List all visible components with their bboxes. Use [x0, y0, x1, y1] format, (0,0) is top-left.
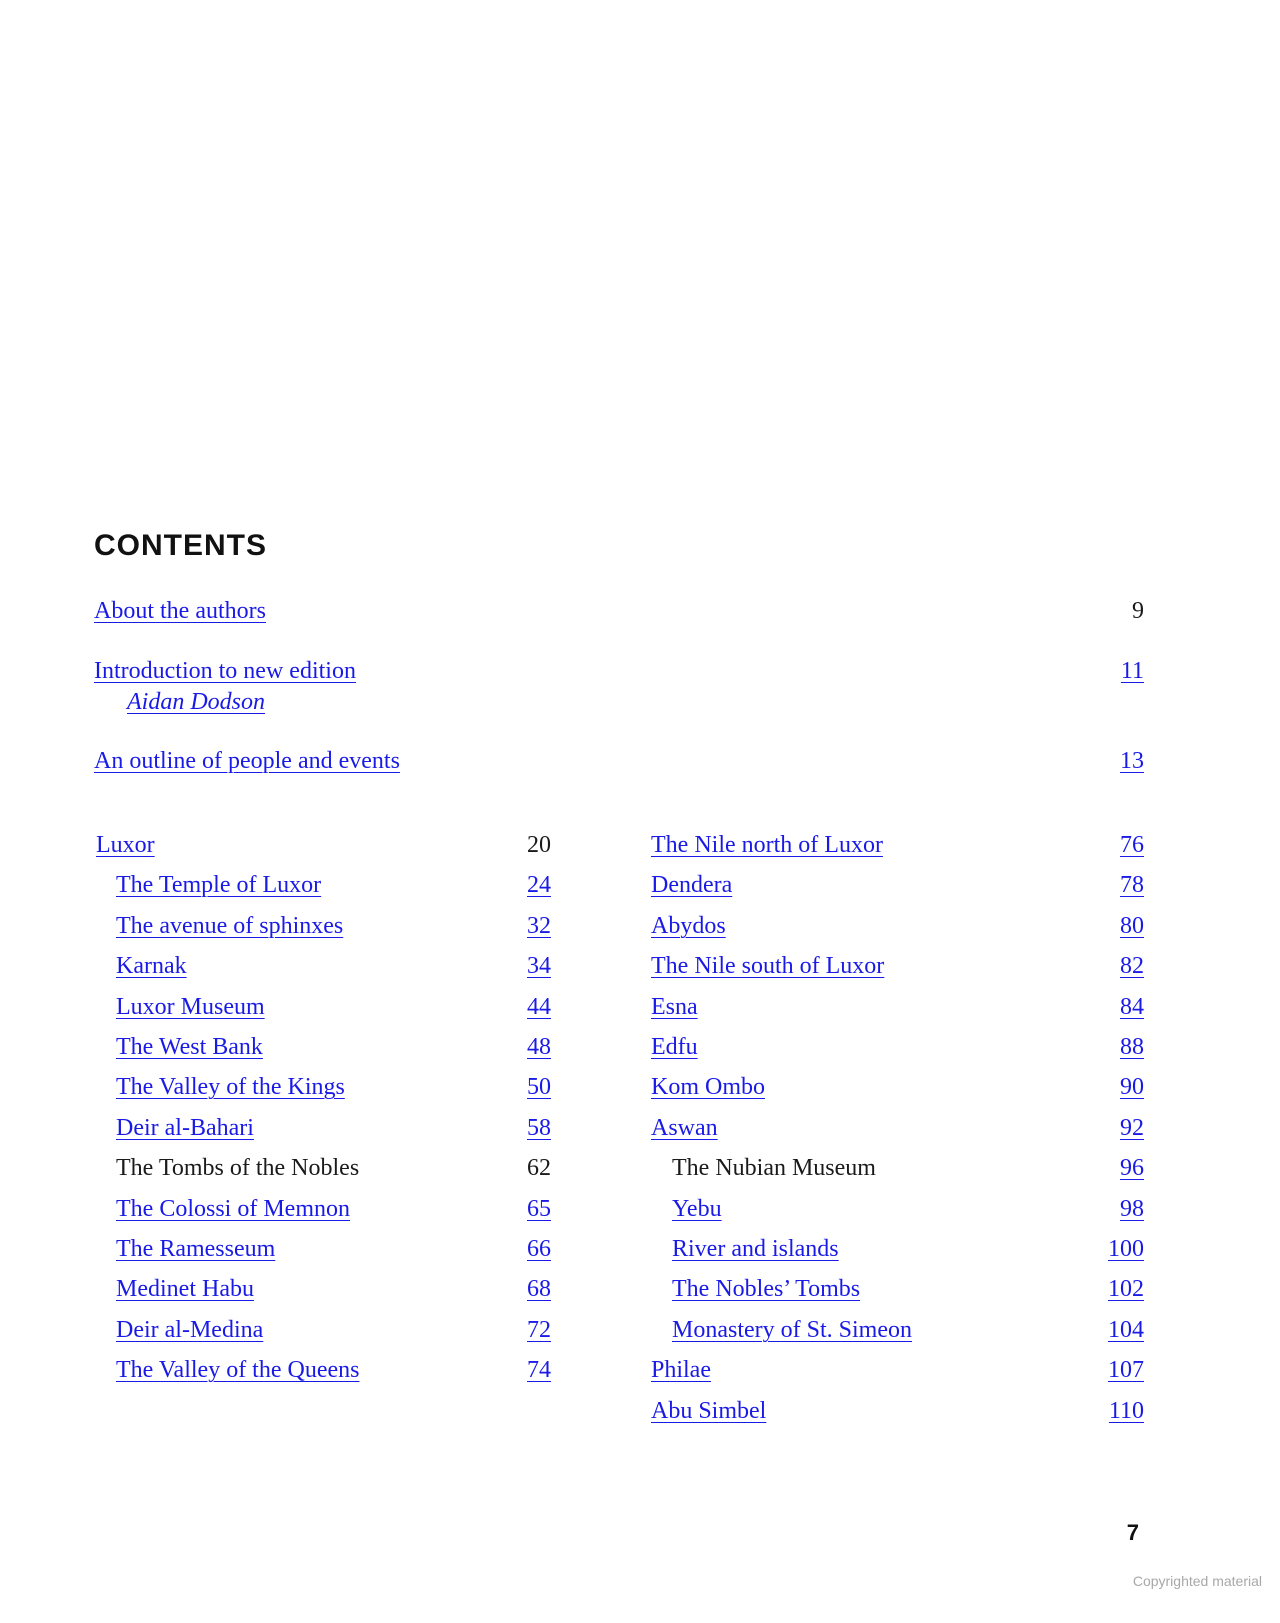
toc-entry-text[interactable]: Luxor	[96, 832, 155, 858]
toc-page-number[interactable]	[491, 1113, 551, 1143]
toc-entry-text[interactable]: Luxor Museum	[116, 994, 265, 1020]
toc-entry[interactable]	[116, 1234, 275, 1264]
contents-heading: CONTENTS	[94, 529, 267, 562]
toc-entry-text[interactable]: Esna	[651, 994, 698, 1020]
toc-page-number[interactable]	[491, 1032, 551, 1062]
toc-entry-text: The Nubian Museum	[672, 1155, 876, 1181]
toc-page-number-text[interactable]: 11	[1120, 658, 1144, 684]
toc-author[interactable]	[127, 687, 265, 717]
toc-page-number-text[interactable]: 102	[1108, 1276, 1144, 1302]
toc-entry[interactable]	[651, 830, 883, 860]
toc-page-number-text[interactable]: 72	[527, 1317, 551, 1343]
toc-entry	[672, 1153, 876, 1183]
toc-entry-text[interactable]: Deir al-Medina	[116, 1317, 264, 1343]
toc-page-number[interactable]	[491, 1355, 551, 1385]
toc-entry[interactable]	[116, 1194, 350, 1224]
toc-entry[interactable]	[116, 870, 321, 900]
toc-entry-text[interactable]: The Valley of the Queens	[116, 1357, 360, 1383]
toc-entry[interactable]	[672, 1274, 860, 1304]
toc-entry	[116, 1153, 359, 1183]
toc-page-number-text: 9	[1132, 598, 1144, 624]
toc-page-number	[491, 1153, 551, 1183]
toc-page-number[interactable]	[491, 911, 551, 941]
toc-page-number-text[interactable]: 82	[1120, 953, 1144, 979]
toc-page-number[interactable]	[1084, 1315, 1144, 1345]
toc-entry[interactable]	[116, 1113, 254, 1143]
toc-entry[interactable]	[116, 911, 343, 941]
toc-entry[interactable]	[651, 911, 726, 941]
toc-entry-text[interactable]: The avenue of sphinxes	[116, 913, 344, 939]
toc-entry[interactable]	[116, 1032, 263, 1062]
toc-page-number[interactable]	[1084, 1396, 1144, 1426]
toc-page-number[interactable]	[1084, 1355, 1144, 1385]
toc-entry[interactable]	[96, 830, 155, 860]
toc-entry-text[interactable]: The Nile north of Luxor	[651, 832, 883, 858]
toc-entry-text[interactable]: An outline of people and events	[94, 748, 400, 774]
toc-page-number-text[interactable]: 88	[1120, 1034, 1144, 1060]
toc-entry-text[interactable]: Monastery of St. Simeon	[672, 1317, 912, 1343]
toc-entry-text[interactable]: About the authors	[94, 598, 266, 624]
toc-page-number-text[interactable]: 92	[1120, 1115, 1144, 1141]
toc-page-number[interactable]	[1084, 1274, 1144, 1304]
toc-page-number[interactable]	[1084, 830, 1144, 860]
page-number: 7	[1126, 1520, 1139, 1545]
toc-entry-text[interactable]: Philae	[651, 1357, 711, 1383]
toc-page-number-text[interactable]: 78	[1120, 872, 1144, 898]
toc-page-number	[491, 830, 551, 860]
toc-page-number[interactable]	[491, 951, 551, 981]
toc-entry[interactable]	[116, 951, 187, 981]
toc-entry-text[interactable]: River and islands	[672, 1236, 839, 1262]
toc-entry-text[interactable]: Edfu	[651, 1034, 698, 1060]
toc-author-text[interactable]: Aidan Dodson	[127, 689, 265, 715]
toc-entry-text[interactable]: Medinet Habu	[116, 1276, 254, 1302]
toc-page-number[interactable]	[1084, 1153, 1144, 1183]
toc-entry-text[interactable]: The Temple of Luxor	[116, 872, 322, 898]
toc-page-number[interactable]	[491, 1234, 551, 1264]
toc-page-number-text[interactable]: 107	[1108, 1357, 1144, 1383]
toc-entry[interactable]	[651, 1072, 765, 1102]
toc-entry[interactable]	[651, 1396, 766, 1426]
toc-entry[interactable]	[651, 992, 698, 1022]
copyright-watermark: Copyrighted material	[1132, 1573, 1262, 1589]
toc-entry[interactable]	[651, 1355, 711, 1385]
toc-page-number-text[interactable]: 32	[527, 913, 551, 939]
toc-entry-text[interactable]: Abu Simbel	[651, 1398, 767, 1424]
toc-page-number-text[interactable]: 104	[1108, 1317, 1144, 1343]
toc-page-number-text[interactable]: 90	[1120, 1074, 1144, 1100]
toc-page-number[interactable]	[1084, 1072, 1144, 1102]
toc-page-number-text: 62	[527, 1155, 551, 1181]
toc-entry[interactable]	[116, 1072, 345, 1102]
toc-page-number[interactable]	[1084, 1032, 1144, 1062]
toc-page-number-text[interactable]: 48	[527, 1034, 551, 1060]
toc-entry-text[interactable]: The Nobles’ Tombs	[672, 1276, 861, 1302]
toc-page-number[interactable]	[491, 1194, 551, 1224]
toc-page-number[interactable]	[1084, 1194, 1144, 1224]
toc-page-number[interactable]	[491, 1274, 551, 1304]
toc-entry-text[interactable]: Abydos	[651, 913, 726, 939]
toc-page-number-text[interactable]: 44	[527, 994, 551, 1020]
toc-entry-text[interactable]: Introduction to new edition	[94, 658, 356, 684]
toc-page-number-text[interactable]: 68	[527, 1276, 551, 1302]
toc-page-number-text[interactable]: 84	[1120, 994, 1144, 1020]
toc-entry[interactable]	[94, 746, 400, 776]
toc-entry[interactable]	[672, 1234, 839, 1264]
toc-page-number-text[interactable]: 50	[527, 1074, 551, 1100]
toc-page-number-text[interactable]: 74	[527, 1357, 551, 1383]
toc-page-number[interactable]	[1084, 1234, 1144, 1264]
toc-page-number-text[interactable]: 76	[1120, 832, 1144, 858]
toc-entry-text[interactable]: The Valley of the Kings	[116, 1074, 345, 1100]
toc-entry[interactable]	[116, 1355, 359, 1385]
toc-page-number-text: 20	[527, 832, 551, 858]
toc-entry[interactable]	[116, 1315, 263, 1345]
toc-entry[interactable]	[651, 870, 732, 900]
toc-page-number[interactable]	[1084, 870, 1144, 900]
toc-page-number[interactable]	[1084, 746, 1144, 776]
toc-entry[interactable]	[672, 1315, 912, 1345]
toc-page-number-text[interactable]: 110	[1108, 1398, 1144, 1424]
toc-page-number[interactable]	[491, 870, 551, 900]
toc-page-number-text[interactable]: 66	[527, 1236, 551, 1262]
toc-entry[interactable]	[94, 656, 356, 686]
toc-entry-text[interactable]: Yebu	[672, 1196, 722, 1222]
toc-page-number-text[interactable]: 80	[1120, 913, 1144, 939]
toc-page-number-text[interactable]: 24	[527, 872, 551, 898]
toc-page-number[interactable]	[1084, 951, 1144, 981]
toc-page-number[interactable]	[491, 992, 551, 1022]
toc-page-number[interactable]	[1084, 992, 1144, 1022]
toc-entry[interactable]	[116, 1274, 254, 1304]
toc-entry[interactable]	[651, 1032, 698, 1062]
toc-page-number	[1084, 596, 1144, 626]
toc-entry[interactable]	[94, 596, 266, 626]
toc-entry-text[interactable]: Karnak	[116, 953, 187, 979]
toc-page-number[interactable]	[1084, 656, 1144, 686]
toc-entry[interactable]	[672, 1194, 722, 1224]
toc-entry-text[interactable]: The Colossi of Memnon	[116, 1196, 350, 1222]
toc-page-number-text[interactable]: 100	[1108, 1236, 1144, 1262]
toc-entry[interactable]	[651, 1113, 718, 1143]
toc-page-number-text[interactable]: 13	[1120, 748, 1144, 774]
toc-page-number-text[interactable]: 98	[1120, 1196, 1144, 1222]
toc-entry-text[interactable]: The Nile south of Luxor	[651, 953, 885, 979]
toc-entry-text[interactable]: The West Bank	[116, 1034, 263, 1060]
toc-entry-text[interactable]: Deir al-Bahari	[116, 1115, 254, 1141]
toc-page-number-text[interactable]: 58	[527, 1115, 551, 1141]
toc-page-number-text[interactable]: 65	[527, 1196, 551, 1222]
toc-entry-text[interactable]: Kom Ombo	[651, 1074, 765, 1100]
toc-page-number[interactable]	[491, 1315, 551, 1345]
toc-page-number[interactable]	[491, 1072, 551, 1102]
toc-page-number-text[interactable]: 96	[1120, 1155, 1144, 1181]
toc-page-number-text[interactable]: 34	[527, 953, 551, 979]
toc-entry[interactable]	[116, 992, 265, 1022]
toc-entry-text: The Tombs of the Nobles	[116, 1155, 360, 1181]
toc-page-number[interactable]	[1084, 911, 1144, 941]
toc-entry-text[interactable]: Aswan	[651, 1115, 718, 1141]
toc-entry-text[interactable]: Dendera	[651, 872, 733, 898]
toc-entry[interactable]	[651, 951, 884, 981]
toc-entry-text[interactable]: The Ramesseum	[116, 1236, 276, 1262]
toc-page-number[interactable]	[1084, 1113, 1144, 1143]
